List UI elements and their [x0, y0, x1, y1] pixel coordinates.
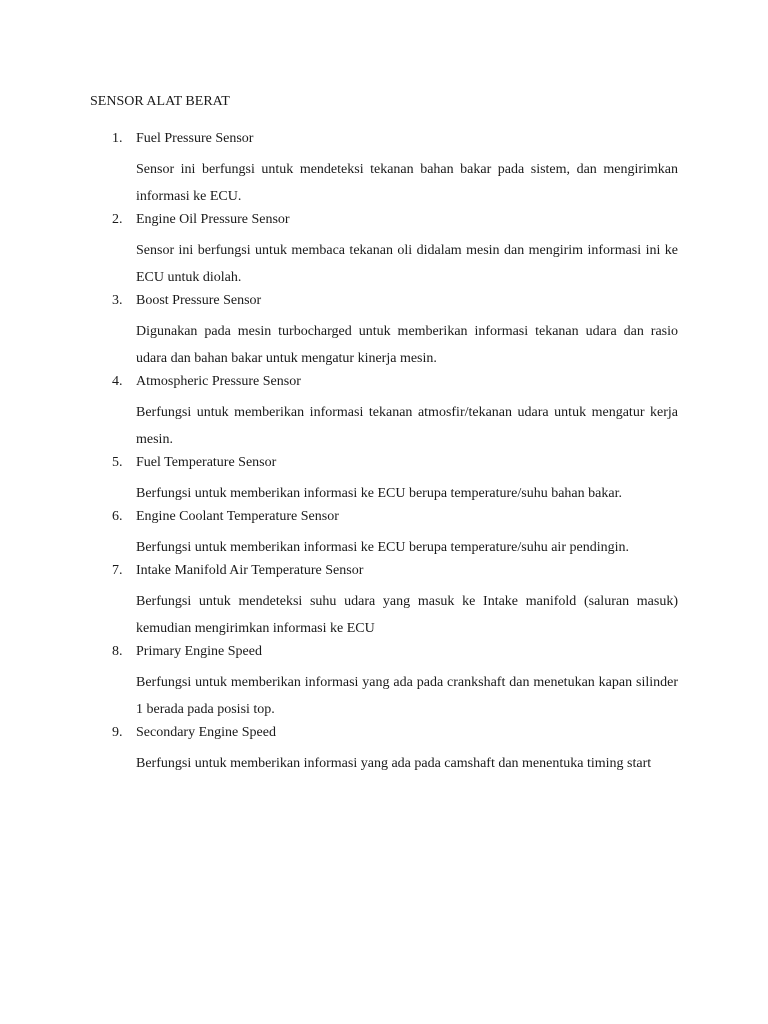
- item-number: 2.: [112, 212, 123, 227]
- list-item: [90, 453, 678, 507]
- item-name: Fuel Pressure Sensor: [136, 131, 254, 146]
- item-number: 4.: [112, 374, 123, 389]
- list-item: [90, 291, 678, 372]
- item-name: Boost Pressure Sensor: [136, 293, 262, 308]
- item-name: Engine Oil Pressure Sensor: [136, 212, 290, 227]
- item-number: 8.: [112, 644, 123, 659]
- item-name: Primary Engine Speed: [136, 644, 262, 659]
- item-name: Secondary Engine Speed: [136, 725, 276, 740]
- item-description: Berfungsi untuk memberikan informasi yang ada pada crankshaft dan menetukan kapan silinder 1 berada pada posisi top.: [136, 675, 678, 717]
- item-number: 3.: [112, 293, 123, 308]
- item-description: Sensor ini berfungsi untuk membaca tekanan oli didalam mesin dan mengirim informasi ini ke ECU untuk diolah.: [136, 243, 678, 285]
- item-name: Fuel Temperature Sensor: [136, 455, 277, 470]
- list-item: [90, 561, 678, 642]
- sensor-list: [90, 129, 678, 777]
- list-item: [90, 372, 678, 453]
- list-item: [90, 210, 678, 291]
- item-description: Berfungsi untuk memberikan informasi yang ada pada camshaft dan menentuka timing start: [136, 756, 652, 771]
- item-description: Berfungsi untuk memberikan informasi tekanan atmosfir/tekanan udara untuk mengatur kerja mesin.: [136, 405, 678, 447]
- item-number: 1.: [112, 131, 123, 146]
- item-description: Sensor ini berfungsi untuk mendeteksi tekanan bahan bakar pada sistem, dan mengirimkan informasi ke ECU.: [136, 162, 678, 204]
- item-description: Berfungsi untuk memberikan informasi ke ECU berupa temperature/suhu bahan bakar.: [136, 486, 622, 501]
- item-name: Engine Coolant Temperature Sensor: [136, 509, 339, 524]
- list-item: [90, 507, 678, 561]
- list-item: [90, 723, 678, 777]
- item-description: Berfungsi untuk mendeteksi suhu udara yang masuk ke Intake manifold (saluran masuk) kemudian mengirimkan informasi ke ECU: [136, 594, 678, 636]
- item-name: Atmospheric Pressure Sensor: [136, 374, 301, 389]
- item-description: Digunakan pada mesin turbocharged untuk memberikan informasi tekanan udara dan rasio udara dan bahan bakar untuk mengatur kinerja mesin.: [136, 324, 678, 366]
- item-description: Berfungsi untuk memberikan informasi ke ECU berupa temperature/suhu air pendingin.: [136, 540, 629, 555]
- item-number: 9.: [112, 725, 123, 740]
- item-number: 5.: [112, 455, 123, 470]
- list-item: [90, 642, 678, 723]
- item-name: Intake Manifold Air Temperature Sensor: [136, 563, 364, 578]
- document-title: SENSOR ALAT BERAT: [90, 94, 230, 109]
- item-number: 6.: [112, 509, 123, 524]
- list-item: [90, 129, 678, 210]
- item-number: 7.: [112, 563, 123, 578]
